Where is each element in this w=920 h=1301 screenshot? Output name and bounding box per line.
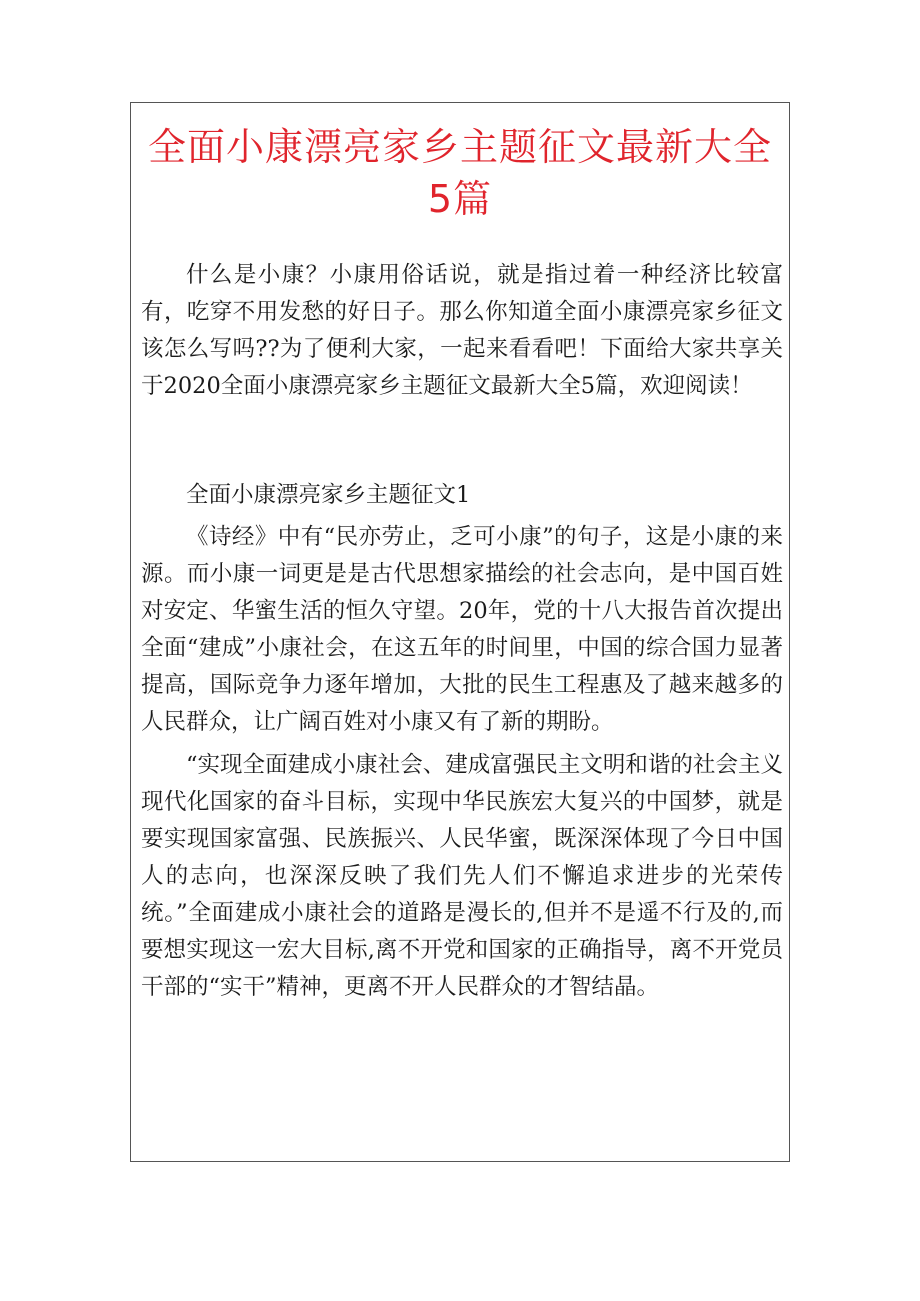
intro-paragraph: 什么是小康？小康用俗话说，就是指过着一种经济比较富有，吃穿不用发愁的好日子。那么你知道全面小康漂亮家乡征文该怎么写吗??为了便利大家，一起来看看吧！下面给大家共享关于2020全面小康漂亮家乡主题征文最新大全5篇，欢迎阅读！ (141, 262, 783, 399)
section-spacer (141, 405, 783, 477)
section-heading: 全面小康漂亮家乡主题征文1 (186, 482, 471, 508)
document-title: 全面小康漂亮家乡主题征文最新大全5篇 (147, 125, 772, 221)
document-page (130, 102, 790, 1162)
body-paragraph: “实现全面建成小康社会、建成富强民主文明和谐的社会主义现代化国家的奋斗目标，实现中华民族宏大复兴的中国梦，就是要实现国家富强、民族振兴、人民华蜜，既深深体现了今日中国人的志向，也深深反映了我们先人们不懈追求进步的光荣传统。”全面建成小康社会的道路是漫长的,但并不是遥不行及的,而要想实现这一宏大目标,离不开党和国家的正确指导，离不开党员干部的“实干”精神，更离不开人民群众的才智结晶。 (141, 752, 783, 1000)
body-paragraph: 《诗经》中有“民亦劳止，乏可小康”的句子，这是小康的来源。而小康一词更是是古代思想家描绘的社会志向，是中国百姓对安定、华蜜生活的恒久守望。20年，党的十八大报告首次提出全面“建成”小康社会，在这五年的时间里，中国的综合国力显著提高，国际竞争力逐年增加，大批的民生工程惠及了越来越多的人民群众，让广阔百姓对小康又有了新的期盼。 (141, 524, 783, 735)
document-body (131, 225, 789, 1006)
